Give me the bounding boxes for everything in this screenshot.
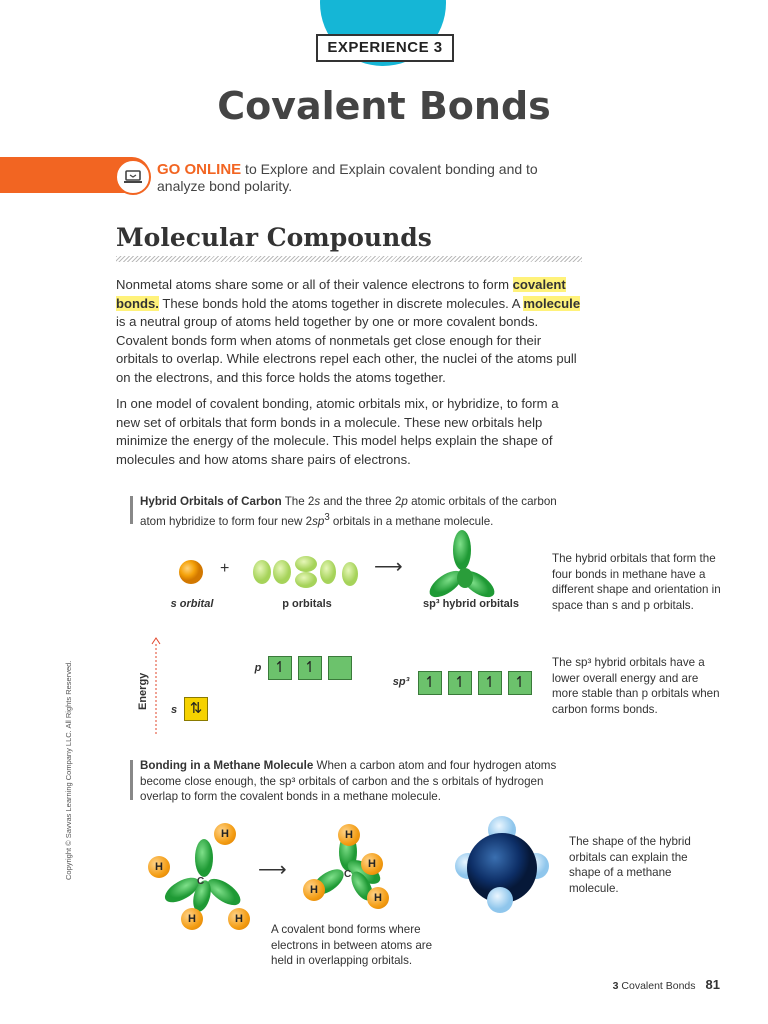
para1-text-b: These bonds hold the atoms together in discrete molecules. A — [158, 295, 524, 311]
page-footer — [613, 977, 720, 992]
fig1-cap-sp: sp — [312, 514, 325, 528]
sp3-box-3: ↿ — [478, 671, 502, 695]
term-molecule: molecule — [523, 295, 581, 311]
sp3-orbitals-label: sp³ hybrid orbitals — [423, 598, 519, 610]
figure1-title: Hybrid Orbitals of Carbon — [140, 495, 282, 508]
p-level-label: p — [254, 662, 262, 674]
figure2-caption — [140, 758, 570, 805]
paragraph-2: In one model of covalent bonding, atomic orbitals mix, or hybridize, to form a new set of orbitals that form bonds in a molecule. These new orbitals help minimize the energy of the molecule. This model helps explain the shape of molecules and how atoms share pairs of electrons. — [116, 396, 559, 467]
sp3-box-2: ↿ — [448, 671, 472, 695]
s-box: ⇅ — [184, 697, 208, 721]
s-level-label: s — [170, 704, 178, 716]
energy-axis-arrow — [150, 636, 162, 736]
h-atom: H — [338, 824, 360, 846]
para1-text-a: Nonmetal atoms share some or all of their valence electrons to form — [116, 277, 513, 292]
section-rule — [116, 256, 582, 262]
page-number: 81 — [705, 977, 720, 992]
paragraph-1 — [116, 276, 586, 387]
sp3-box-1: ↿ — [418, 671, 442, 695]
fig1-cap-d: orbitals in a methane molecule. — [329, 514, 494, 528]
fig1-cap-a: The 2 — [281, 495, 315, 508]
h-atom: H — [228, 908, 250, 930]
laptop-icon — [117, 161, 149, 193]
page-title: Covalent Bonds — [217, 84, 551, 128]
go-online-label[interactable]: GO ONLINE — [157, 161, 242, 178]
plus-sign: + — [220, 560, 230, 577]
figure2-caption-text: When a carbon atom and four hydrogen atoms become close enough, the sp³ orbitals of carbon and the s orbitals of hydrogen overlap to form the covalent bonds in a methane molecule. — [140, 759, 557, 803]
s-orbital-label: s orbital — [170, 598, 214, 610]
hybridize-arrow: ⟶ — [374, 556, 403, 578]
h-atom: H — [361, 853, 383, 875]
fig1-cap-3: 3 — [324, 511, 330, 523]
p-box-1: ↿ — [268, 656, 292, 680]
section-heading: Molecular Compounds — [116, 223, 432, 252]
footer-chapter-number: 3 — [612, 980, 619, 992]
c-atom-label: C — [344, 869, 352, 880]
methane-3d-model — [452, 812, 552, 916]
go-online-icon[interactable] — [115, 159, 151, 195]
energy-axis-label: Energy — [137, 672, 149, 710]
p-box-2: ↿ — [298, 656, 322, 680]
figure2-caption-bar — [130, 760, 133, 800]
s-orbital-sphere — [179, 560, 203, 584]
h-atom: H — [214, 823, 236, 845]
h-atom: H — [148, 856, 170, 878]
term-covalent-bonds: covalent bonds. — [116, 277, 566, 311]
h-atom: H — [181, 908, 203, 930]
hybrid-shape-note: The hybrid orbitals that form the four bonds in methane have a different shape and orientation in space than s and p orbitals. — [552, 552, 721, 612]
bonding-arrow: ⟶ — [258, 859, 287, 881]
sp3-box-4: ↿ — [508, 671, 532, 695]
figure1-caption-bar — [130, 496, 133, 524]
figure1-caption — [140, 494, 570, 529]
footer-chapter-title: Covalent Bonds — [621, 980, 696, 992]
figure2-title: Bonding in a Methane Molecule — [140, 759, 314, 772]
sp3-level-label: sp³ — [392, 676, 410, 688]
p-orbitals-label: p orbitals — [282, 598, 332, 610]
covalent-bond-note: A covalent bond forms where electrons in between atoms are held in overlapping orbitals. — [271, 923, 433, 967]
p-box-3 — [328, 656, 352, 680]
h-atom: H — [367, 887, 389, 909]
fig1-cap-s: s — [314, 495, 321, 508]
energy-note: The sp³ hybrid orbitals have a lower overall energy and are more stable than p orbitals when carbon forms bonds. — [552, 656, 720, 716]
go-online-text — [157, 161, 577, 195]
fig1-cap-c: atomic orbitals of the carbon atom hybridize to form four new 2 — [140, 495, 557, 528]
copyright-notice: Copyright © Savvas Learning Company LLC. All Rights Reserved. — [64, 660, 73, 880]
fig1-cap-b: and the three 2 — [320, 495, 402, 508]
c-atom-label: C — [197, 876, 205, 887]
methane-shape-note: The shape of the hybrid orbitals can explain the shape of a methane molecule. — [569, 835, 691, 895]
h-atom: H — [303, 879, 325, 901]
experience-label: EXPERIENCE 3 — [316, 34, 454, 62]
para1-text-c: is a neutral group of atoms held together by one or more covalent bonds. Covalent bonds form when atoms of nonmetals get close enough for their orbitals to overlap. While electrons repel each other, the nuclei of the atoms pull on the electrons, and this force holds the atoms together. — [116, 314, 577, 385]
go-online-description: to Explore and Explain covalent bonding and to analyze bond polarity. — [157, 161, 538, 194]
fig1-cap-p: p — [401, 495, 408, 508]
